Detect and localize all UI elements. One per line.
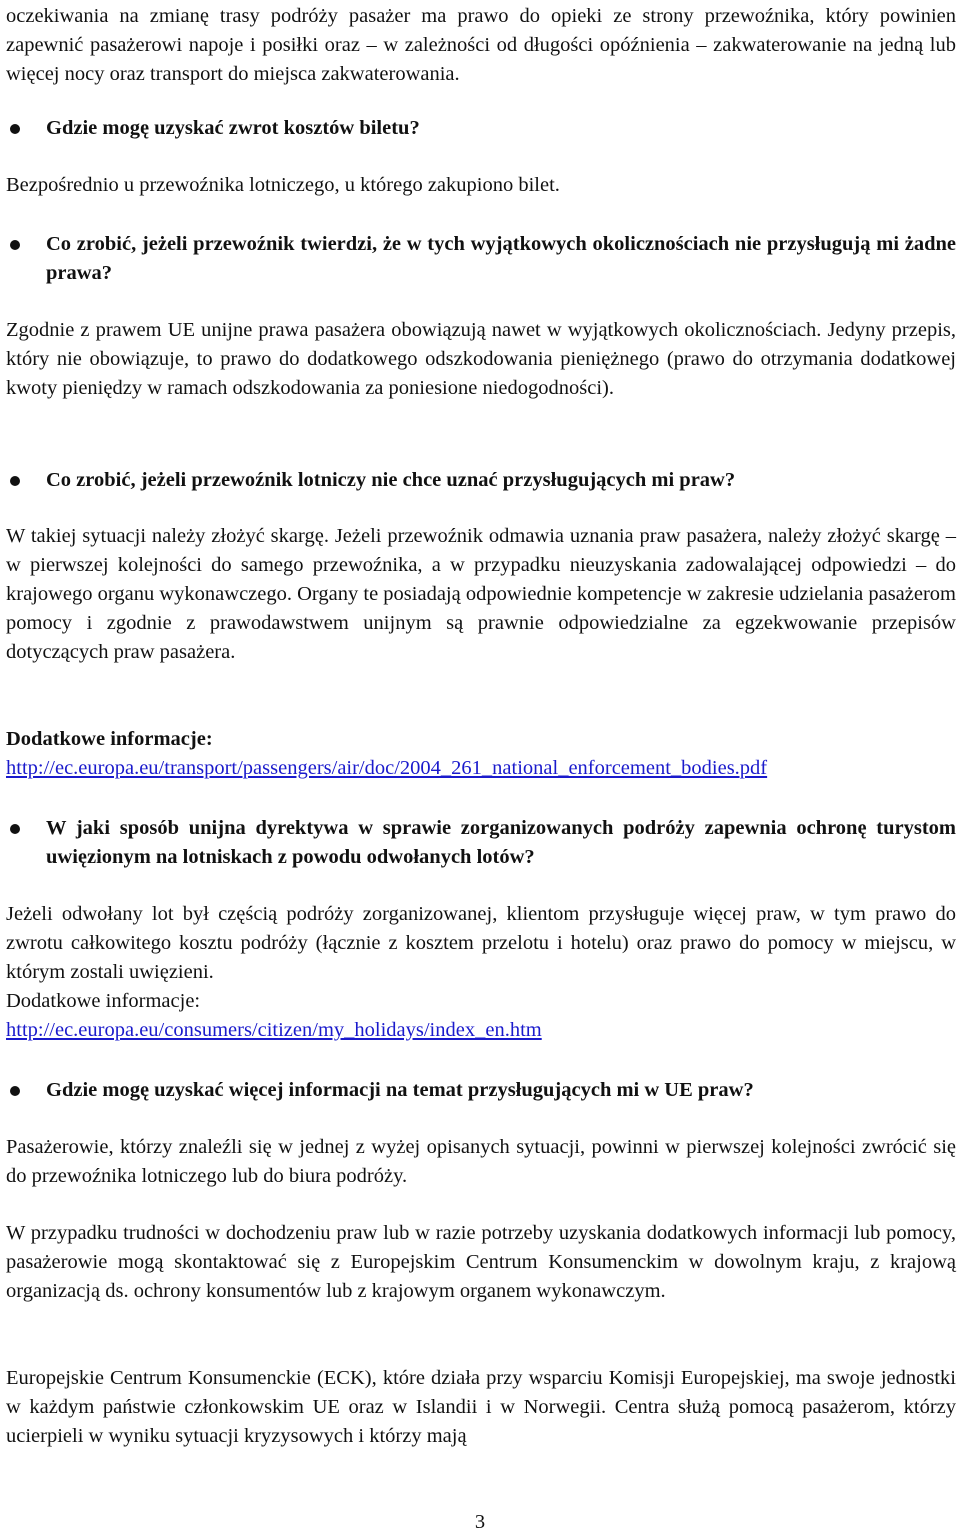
paragraph-intro: oczekiwania na zmianę trasy podróży pasażer ma prawo do opieki ze strony przewoźnika, który powinien zapewnić pasażerowi napoje i posiłki oraz – w zależności od długości opóźnienia – zakwaterowanie na jedną lub więcej nocy oraz transport do miejsca zakwaterowania. xyxy=(6,5,956,85)
enforcement-bodies-link[interactable]: http://ec.europa.eu/transport/passengers/air/doc/2004_261_national_enforcement_bodies.pdf xyxy=(6,757,768,779)
answer-refusal: W takiej sytuacji należy złożyć skargę. Jeżeli przewoźnik odmawia uznania praw pasażera, należy złożyć skargę – w pierwszej kolejności do samego przewoźnika, a w przypadku nieuzyskania zadowalającej odpowiedzi – do krajowego organu wykonawczego. Organy te posiadają odpowiednie kompetencje w zakresie udzielania pasażerom pomocy i zgodnie z prawodawstwem unijnym są prawnie odpowiedzialne za egzekwowanie przepisów dotyczących praw pasażera. xyxy=(6,525,956,663)
bullet-icon xyxy=(10,824,20,834)
info-label-2: Dodatkowe informacje: xyxy=(6,990,201,1012)
holidays-link[interactable]: http://ec.europa.eu/consumers/citizen/my_holidays/index_en.htm xyxy=(6,1019,542,1041)
answer-exceptional: Zgodnie z prawem UE unijne prawa pasażera obowiązują nawet w wyjątkowych okolicznościach. Jedyny przepis, który nie obowiązuje, to prawo do dodatkowego odszkodowania pieniężnego (prawo do otrzymania dodatkowej kwoty pieniędzy w ramach odszkodowania za poniesione niedogodności). xyxy=(6,319,956,399)
paragraph-ecc-contact: W przypadku trudności w dochodzeniu praw lub w razie potrzeby uzyskania dodatkowych informacji lub pomocy, pasażerowie mogą skontaktować się z Europejskim Centrum Konsumenckim w dowolnym kraju, z krajową organizacją ds. ochrony konsumentów lub z krajowym organem wykonawczym. xyxy=(6,1222,956,1302)
answer-more-info: Pasażerowie, którzy znaleźli się w jednej z wyżej opisanych sytuacji, powinni w pierwszej kolejności zwrócić się do przewoźnika lotniczego lub do biura podróży. xyxy=(6,1136,956,1187)
paragraph-ecc: Europejskie Centrum Konsumenckie (ECK), które działa przy wsparciu Komisji Europejskiej, ma swoje jednostki w każdym państwie członkowskim UE oraz w Islandii i w Norwegii. Centra służą pomocą pasażerom, którzy ucierpieli w wyniku sytuacji kryzysowych i którzy mają xyxy=(6,1367,956,1447)
question-refusal: Co zrobić, jeżeli przewoźnik lotniczy nie chce uznać przysługujących mi praw? xyxy=(46,469,736,491)
bullet-icon xyxy=(10,476,20,486)
info-link-2-row xyxy=(6,1016,956,1045)
info-label-1: Dodatkowe informacje: xyxy=(6,728,213,750)
question-package-travel: W jaki sposób unijna dyrektywa w sprawie zorganizowanych podróży zapewnia ochronę turystom uwięzionym na lotniskach z powodu odwołanych lotów? xyxy=(46,817,956,868)
question-exceptional: Co zrobić, jeżeli przewoźnik twierdzi, że w tych wyjątkowych okolicznościach nie przysługują mi żadne prawa? xyxy=(46,233,956,284)
answer-refund: Bezpośrednio u przewoźnika lotniczego, u którego zakupiono bilet. xyxy=(6,174,560,196)
bullet-icon xyxy=(10,240,20,250)
bullet-icon xyxy=(10,124,20,134)
answer-package-travel: Jeżeli odwołany lot był częścią podróży zorganizowanej, klientom przysługuje więcej praw, w tym prawo do zwrotu całkowitego kosztu podróży (łącznie z kosztem przelotu i hotelu) oraz prawo do pomocy w miejscu, w którym zostali uwięzieni. xyxy=(6,903,956,983)
info-link-1-row xyxy=(6,754,956,783)
question-more-info: Gdzie mogę uzyskać więcej informacji na temat przysługujących mi w UE praw? xyxy=(46,1079,754,1101)
question-refund: Gdzie mogę uzyskać zwrot kosztów biletu? xyxy=(46,117,420,139)
page-number: 3 xyxy=(474,1511,486,1533)
bullet-icon xyxy=(10,1086,20,1096)
